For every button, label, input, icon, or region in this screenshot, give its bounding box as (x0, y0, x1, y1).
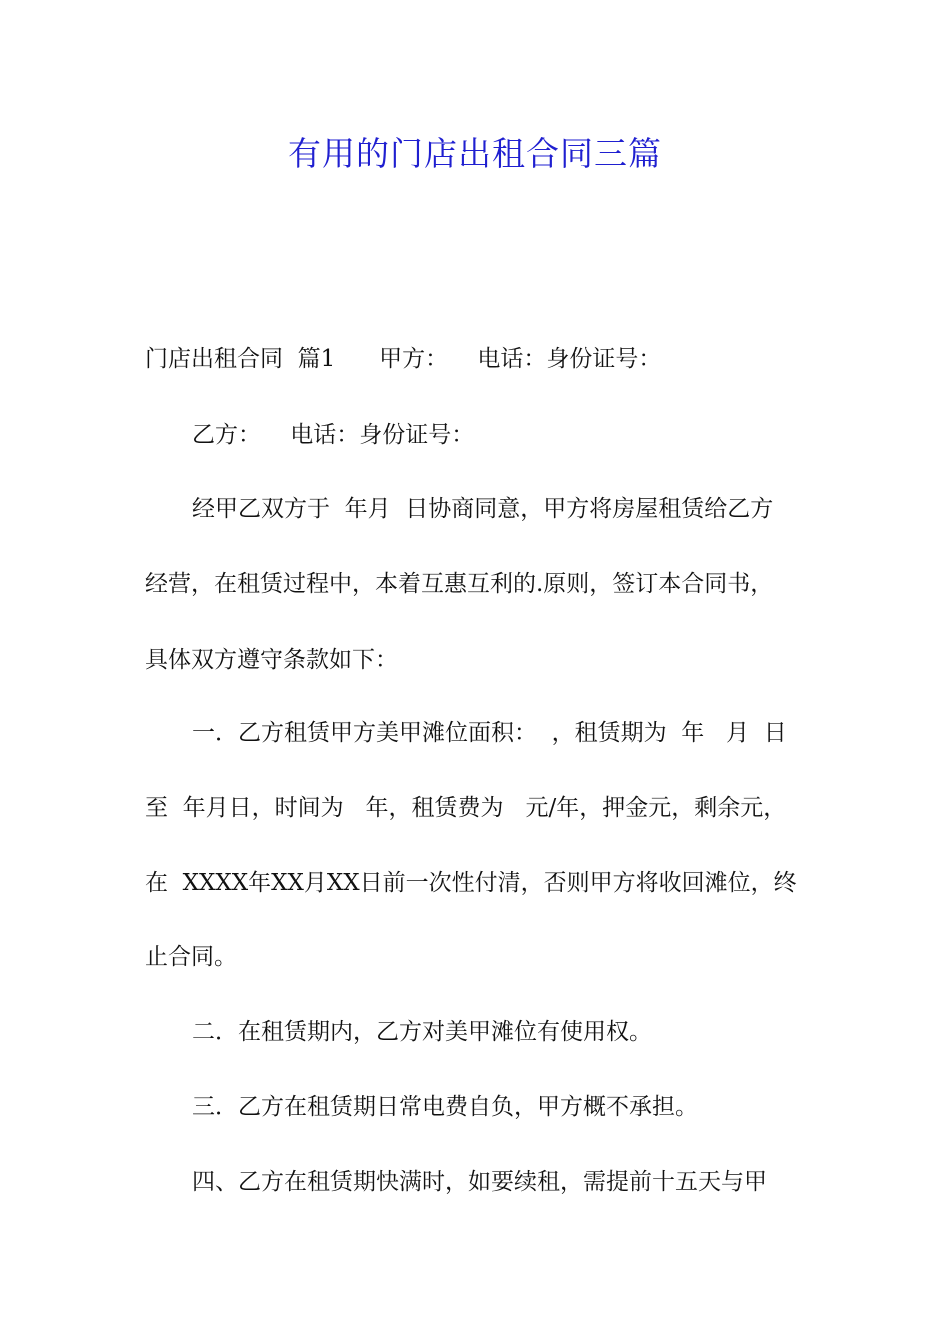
paragraph-line-2: 乙方： 电话：身份证号： (192, 422, 475, 448)
paragraph-line-10: 二．在租赁期内，乙方对美甲滩位有使用权。 (192, 1019, 652, 1045)
paragraph-line-6: 一．乙方租赁甲方美甲滩位面积： ，租赁期为 年 月 日 (192, 720, 787, 746)
paragraph-line-1: 门店出租合同 篇1 甲方： 电话：身份证号： (145, 346, 662, 372)
document-title: 有用的门店出租合同三篇 (288, 134, 662, 173)
paragraph-line-3: 经甲乙双方于 年月 日协商同意，甲方将房屋租赁给乙方 (192, 496, 774, 522)
paragraph-line-11: 三．乙方在租赁期日常电费自负，甲方概不承担。 (192, 1094, 698, 1120)
paragraph-line-7: 至 年月日，时间为 年，租赁费为 元/年，押金元，剩余元， (145, 795, 787, 821)
paragraph-line-4: 经营，在租赁过程中，本着互惠互利的.原则，签订本合同书， (145, 571, 774, 597)
paragraph-line-5: 具体双方遵守条款如下： (145, 647, 398, 673)
paragraph-line-8: 在 XXXX年XX月XX日前一次性付清，否则甲方将收回滩位，终 (145, 870, 797, 896)
paragraph-line-12: 四、乙方在租赁期快满时，如要续租，需提前十五天与甲 (192, 1169, 767, 1195)
paragraph-line-9: 止合同。 (145, 944, 237, 970)
